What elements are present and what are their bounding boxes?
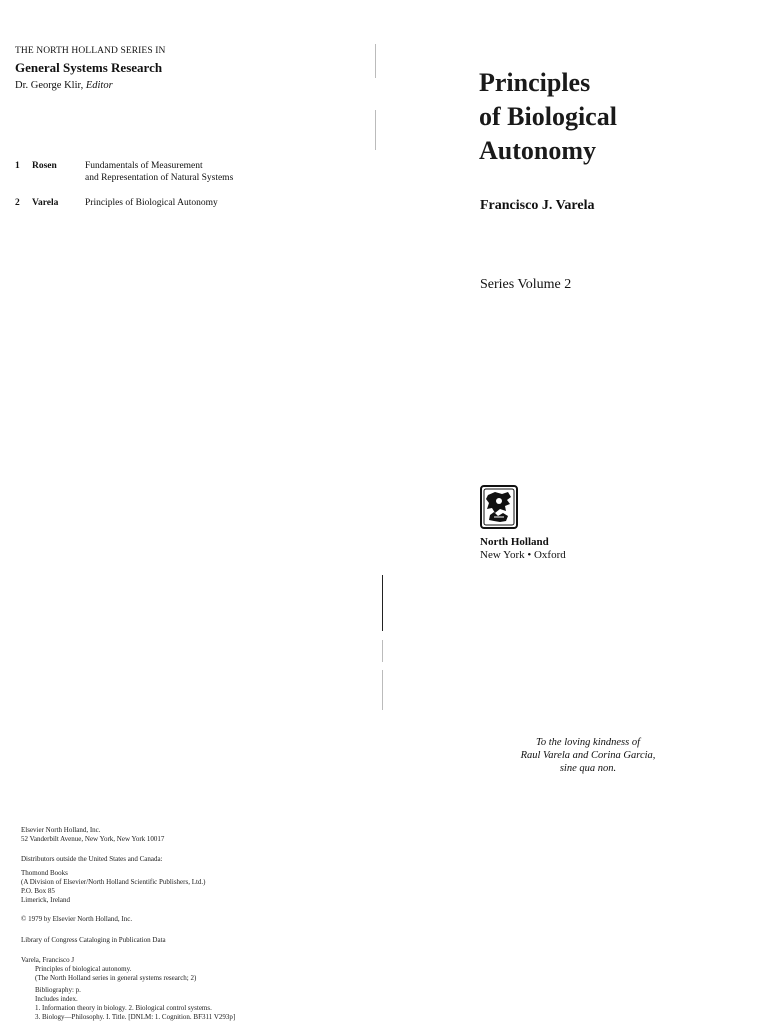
volume-number: 1 bbox=[15, 161, 20, 171]
book-title bbox=[479, 66, 617, 168]
imprint-line: Limerick, Ireland bbox=[21, 896, 70, 904]
series-volume-entry bbox=[15, 197, 315, 211]
imprint-distributors bbox=[21, 869, 206, 905]
gutter-mark bbox=[375, 110, 376, 150]
publisher-name: North Holland bbox=[480, 536, 549, 548]
book-title-line1: Principles bbox=[479, 68, 591, 97]
gutter-mark bbox=[375, 44, 376, 78]
imprint-publisher bbox=[21, 826, 164, 844]
editor-name: Dr. George Klir, bbox=[15, 80, 84, 91]
imprint-line: 52 Vanderbilt Avenue, New York, New York 10017 bbox=[21, 835, 165, 843]
volume-author: Rosen bbox=[32, 161, 57, 171]
cip-line: 3. Biology—Philosophy. I. Title. [DNLM: 1. Cognition. BF311 V293p] bbox=[35, 1013, 236, 1021]
series-volume-label: Series Volume 2 bbox=[480, 277, 572, 292]
imprint-distributors-heading: Distributors outside the United States and Canada: bbox=[21, 855, 163, 863]
dedication-line: Raul Varela and Corina Garcia, bbox=[520, 750, 656, 761]
series-name: General Systems Research bbox=[15, 60, 163, 75]
volume-number: 2 bbox=[15, 198, 20, 208]
series-editor bbox=[15, 80, 113, 91]
gutter-mark bbox=[382, 670, 383, 710]
series-volume-entry bbox=[15, 160, 315, 186]
cip-line: (The North Holland series in general systems research; 2) bbox=[35, 974, 197, 982]
volume-title-line2: and Representation of Natural Systems bbox=[85, 173, 234, 183]
volume-title-line1: Fundamentals of Measurement bbox=[85, 161, 203, 171]
volume-title-line1: Principles of Biological Autonomy bbox=[85, 198, 218, 208]
imprint-cip-heading: Library of Congress Cataloging in Publication Data bbox=[21, 936, 166, 944]
cip-line: Includes index. bbox=[35, 995, 78, 1003]
dedication-line: sine qua non. bbox=[559, 763, 617, 774]
imprint-line: (A Division of Elsevier/North Holland Scientific Publishers, Ltd.) bbox=[21, 878, 206, 886]
cip-line: Principles of biological autonomy. bbox=[35, 965, 132, 973]
volume-author: Varela bbox=[32, 198, 59, 208]
imprint-line: Thomond Books bbox=[21, 869, 68, 877]
dedication bbox=[478, 736, 698, 775]
book-title-line2: of Biological bbox=[479, 102, 617, 131]
imprint-cip bbox=[21, 956, 235, 1022]
imprint-line: Elsevier North Holland, Inc. bbox=[21, 826, 101, 834]
book-author: Francisco J. Varela bbox=[480, 198, 595, 213]
imprint-copyright: © 1979 by Elsevier North Holland, Inc. bbox=[21, 915, 133, 923]
cip-line: Varela, Francisco J bbox=[21, 956, 75, 964]
imprint-line: P.O. Box 85 bbox=[21, 887, 55, 895]
dedication-line: To the loving kindness of bbox=[535, 737, 641, 748]
cip-line: 1. Information theory in biology. 2. Biological control systems. bbox=[35, 1004, 212, 1012]
north-holland-logo-icon bbox=[480, 485, 518, 529]
gutter-mark bbox=[382, 575, 383, 631]
editor-role: Editor bbox=[85, 80, 113, 91]
gutter-mark bbox=[382, 640, 383, 662]
cip-line: Bibliography: p. bbox=[35, 986, 81, 994]
series-heading: THE NORTH HOLLAND SERIES IN bbox=[15, 46, 166, 56]
publisher-cities: New York • Oxford bbox=[480, 549, 566, 561]
book-title-line3: Autonomy bbox=[479, 136, 597, 165]
